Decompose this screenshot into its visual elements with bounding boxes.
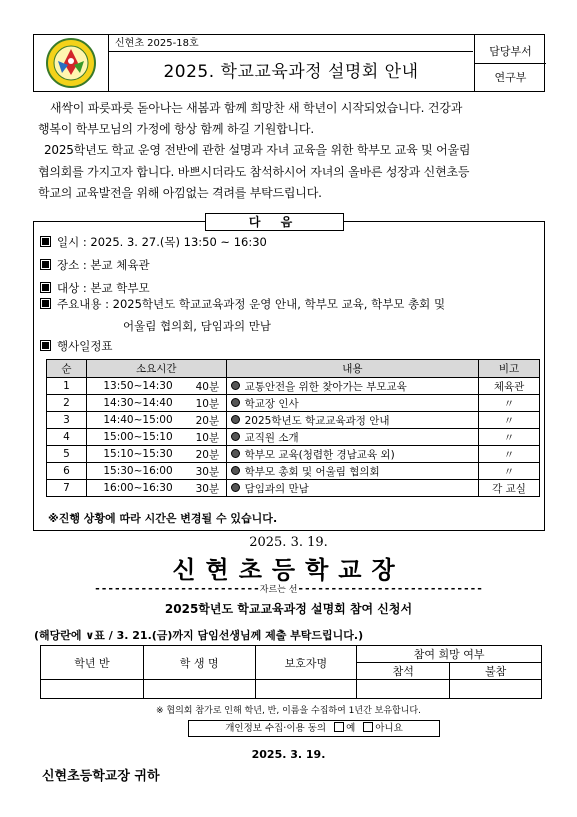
detail-date-text: 일시 : 2025. 3. 27.(목) 13:50 ~ 16:30 [57, 235, 267, 249]
school-logo [34, 35, 109, 91]
form-input-attend[interactable] [357, 680, 450, 699]
bullet-dot-icon [231, 415, 240, 424]
schedule-content-text: 교직원 소개 [244, 431, 299, 444]
intro-line-3: 2025학년도 학교 운영 전반에 관한 설명과 자녀 교육을 위한 학부모 교육 및 어울림 [44, 143, 471, 157]
schedule-time: 16:00~16:30 [86, 480, 189, 497]
department-name: 연구부 [494, 71, 527, 84]
consent-label: 개인정보 수집·이용 동의 [225, 723, 327, 734]
schedule-content [226, 412, 479, 429]
bullet-dot-icon [231, 398, 240, 407]
schedule-row [47, 463, 540, 480]
detail-place [40, 257, 150, 273]
schedule-remark: 〃 [479, 463, 540, 480]
schedule-remark: 〃 [479, 395, 540, 412]
schedule-row [47, 480, 540, 497]
schedule-remark: 〃 [479, 412, 540, 429]
bullet-square-icon [40, 259, 51, 270]
schedule-header-note: 비고 [479, 360, 540, 378]
intro-line-4: 협의회를 가지고자 합니다. 바쁘시더라도 참석하시어 자녀의 올바른 성장과 신현초등 [38, 165, 470, 179]
form-input-student[interactable] [143, 680, 255, 699]
schedule-no: 4 [47, 429, 87, 446]
form-title: 2025학년도 학교교육과정 설명회 참여 신청서 [164, 602, 413, 616]
bullet-dot-icon [231, 483, 240, 492]
form-col-absent: 불참 [450, 663, 542, 680]
schedule-header-row [47, 360, 540, 378]
schedule-content-text: 학부모 교육(청렴한 경남교육 외) [244, 448, 395, 461]
schedule-remark: 〃 [479, 429, 540, 446]
schedule-header-content: 내용 [226, 360, 479, 378]
schedule-content-text: 2025학년도 학교교육과정 안내 [244, 414, 390, 427]
schedule-row [47, 395, 540, 412]
schedule-row [47, 446, 540, 463]
department-label: 담당부서 [475, 35, 546, 64]
schedule-time: 14:40~15:00 [86, 412, 189, 429]
privacy-consent [188, 720, 440, 737]
schedule-duration: 40분 [189, 378, 226, 395]
document-header [33, 34, 545, 92]
form-input-grade[interactable] [41, 680, 144, 699]
bullet-dot-icon [231, 381, 240, 390]
schedule-content-text: 담임과의 만남 [244, 482, 309, 495]
bullet-square-icon [40, 298, 51, 309]
cut-line-right: ---------------------------- [297, 582, 483, 595]
cut-line-label: 자르는 선 [259, 585, 298, 595]
consent-no-label: 아니요 [375, 723, 403, 734]
schedule-content [226, 395, 479, 412]
form-addressee: 신현초등학교장 귀하 [42, 769, 160, 784]
principal-name: 신현초등학교장 [172, 556, 405, 584]
consent-yes-checkbox[interactable] [334, 722, 344, 732]
form-input-guardian[interactable] [255, 680, 357, 699]
schedule-note: ※진행 상황에 따라 시간은 변경될 수 있습니다. [48, 512, 278, 525]
bullet-dot-icon [231, 432, 240, 441]
detail-target [40, 280, 150, 296]
bullet-dot-icon [231, 466, 240, 475]
consent-no-checkbox[interactable] [363, 722, 373, 732]
detail-place-text: 장소 : 본교 체육관 [57, 258, 150, 272]
schedule-remark: 체육관 [479, 378, 540, 395]
schedule-no: 2 [47, 395, 87, 412]
schedule-duration: 20분 [189, 412, 226, 429]
application-form-table [40, 645, 542, 699]
document-number: 신현초 2025-18호 [109, 35, 473, 52]
detail-target-text: 대상 : 본교 학부모 [57, 281, 150, 295]
privacy-note: ※ 협의회 참가로 인해 학년, 반, 이름을 수집하여 1년간 보유합니다. [156, 706, 421, 716]
form-col-attend: 참석 [357, 663, 450, 680]
schedule-row [47, 412, 540, 429]
detail-schedule-label [40, 338, 113, 354]
cut-line-left: ------------------------- [94, 582, 260, 595]
department-cell [474, 35, 546, 91]
schedule-duration: 20분 [189, 446, 226, 463]
bullet-square-icon [40, 340, 51, 351]
schedule-duration: 30분 [189, 480, 226, 497]
schedule-content [226, 378, 479, 395]
form-col-attend-group: 참여 희망 여부 [357, 646, 542, 663]
schedule-remark: 〃 [479, 446, 540, 463]
schedule-no: 5 [47, 446, 87, 463]
schedule-content-text: 학부모 총회 및 어울림 협의회 [244, 465, 380, 478]
document-title: 2025. 학교교육과정 설명회 안내 [163, 62, 419, 82]
bullet-square-icon [40, 236, 51, 247]
schedule-time: 13:50~14:30 [86, 378, 189, 395]
form-date: 2025. 3. 19. [251, 748, 326, 761]
schedule-content [226, 446, 479, 463]
form-col-grade: 학년 반 [41, 646, 144, 680]
schedule-content [226, 480, 479, 497]
intro-line-1: 새싹이 파릇파릇 돋아나는 새봄과 함께 희망찬 새 학년이 시작되었습니다. 건강과 [50, 101, 463, 115]
detail-content-text: 주요내용 : 2025학년도 학교교육과정 운영 안내, 학부모 교육, 학부모 총회 및 [57, 297, 446, 311]
form-col-student: 학 생 명 [143, 646, 255, 680]
schedule-duration: 10분 [189, 395, 226, 412]
schedule-content [226, 429, 479, 446]
schedule-time: 15:10~15:30 [86, 446, 189, 463]
schedule-row [47, 429, 540, 446]
schedule-header-no: 순 [47, 360, 87, 378]
schedule-content-text: 학교장 인사 [244, 397, 299, 410]
schedule-table [46, 359, 540, 497]
schedule-duration: 10분 [189, 429, 226, 446]
form-instruction: (해당란에 ∨표 / 3. 21.(금)까지 담임선생님께 제출 부탁드립니다.) [34, 629, 364, 642]
form-input-absent[interactable] [450, 680, 542, 699]
schedule-content [226, 463, 479, 480]
schedule-no: 7 [47, 480, 87, 497]
notice-heading: 다 음 [205, 213, 344, 231]
detail-content-cont: 어울림 협의회, 담임과의 만남 [123, 319, 271, 333]
schedule-no: 1 [47, 378, 87, 395]
schedule-row [47, 378, 540, 395]
consent-yes-label: 예 [346, 723, 356, 734]
schedule-content-text: 교통안전을 위한 찾아가는 부모교육 [244, 380, 407, 393]
schedule-time: 14:30~14:40 [86, 395, 189, 412]
intro-line-2: 행복이 학부모님의 가정에 항상 함께 하길 기원합니다. [38, 122, 314, 136]
bullet-square-icon [40, 282, 51, 293]
schedule-duration: 30분 [189, 463, 226, 480]
cut-line [0, 582, 577, 595]
schedule-time: 15:30~16:00 [86, 463, 189, 480]
intro-line-5: 학교의 교육발전을 위해 아낌없는 격려를 부탁드립니다. [38, 186, 322, 200]
schedule-no: 3 [47, 412, 87, 429]
bullet-dot-icon [231, 449, 240, 458]
schedule-remark: 각 교실 [479, 480, 540, 497]
form-col-guardian: 보호자명 [255, 646, 357, 680]
schedule-label-text: 행사일정표 [57, 339, 113, 353]
schedule-no: 6 [47, 463, 87, 480]
issue-date: 2025. 3. 19. [249, 535, 328, 550]
detail-date [40, 234, 267, 250]
detail-content [40, 296, 445, 312]
schedule-time: 15:00~15:10 [86, 429, 189, 446]
schedule-header-time: 소요시간 [86, 360, 226, 378]
